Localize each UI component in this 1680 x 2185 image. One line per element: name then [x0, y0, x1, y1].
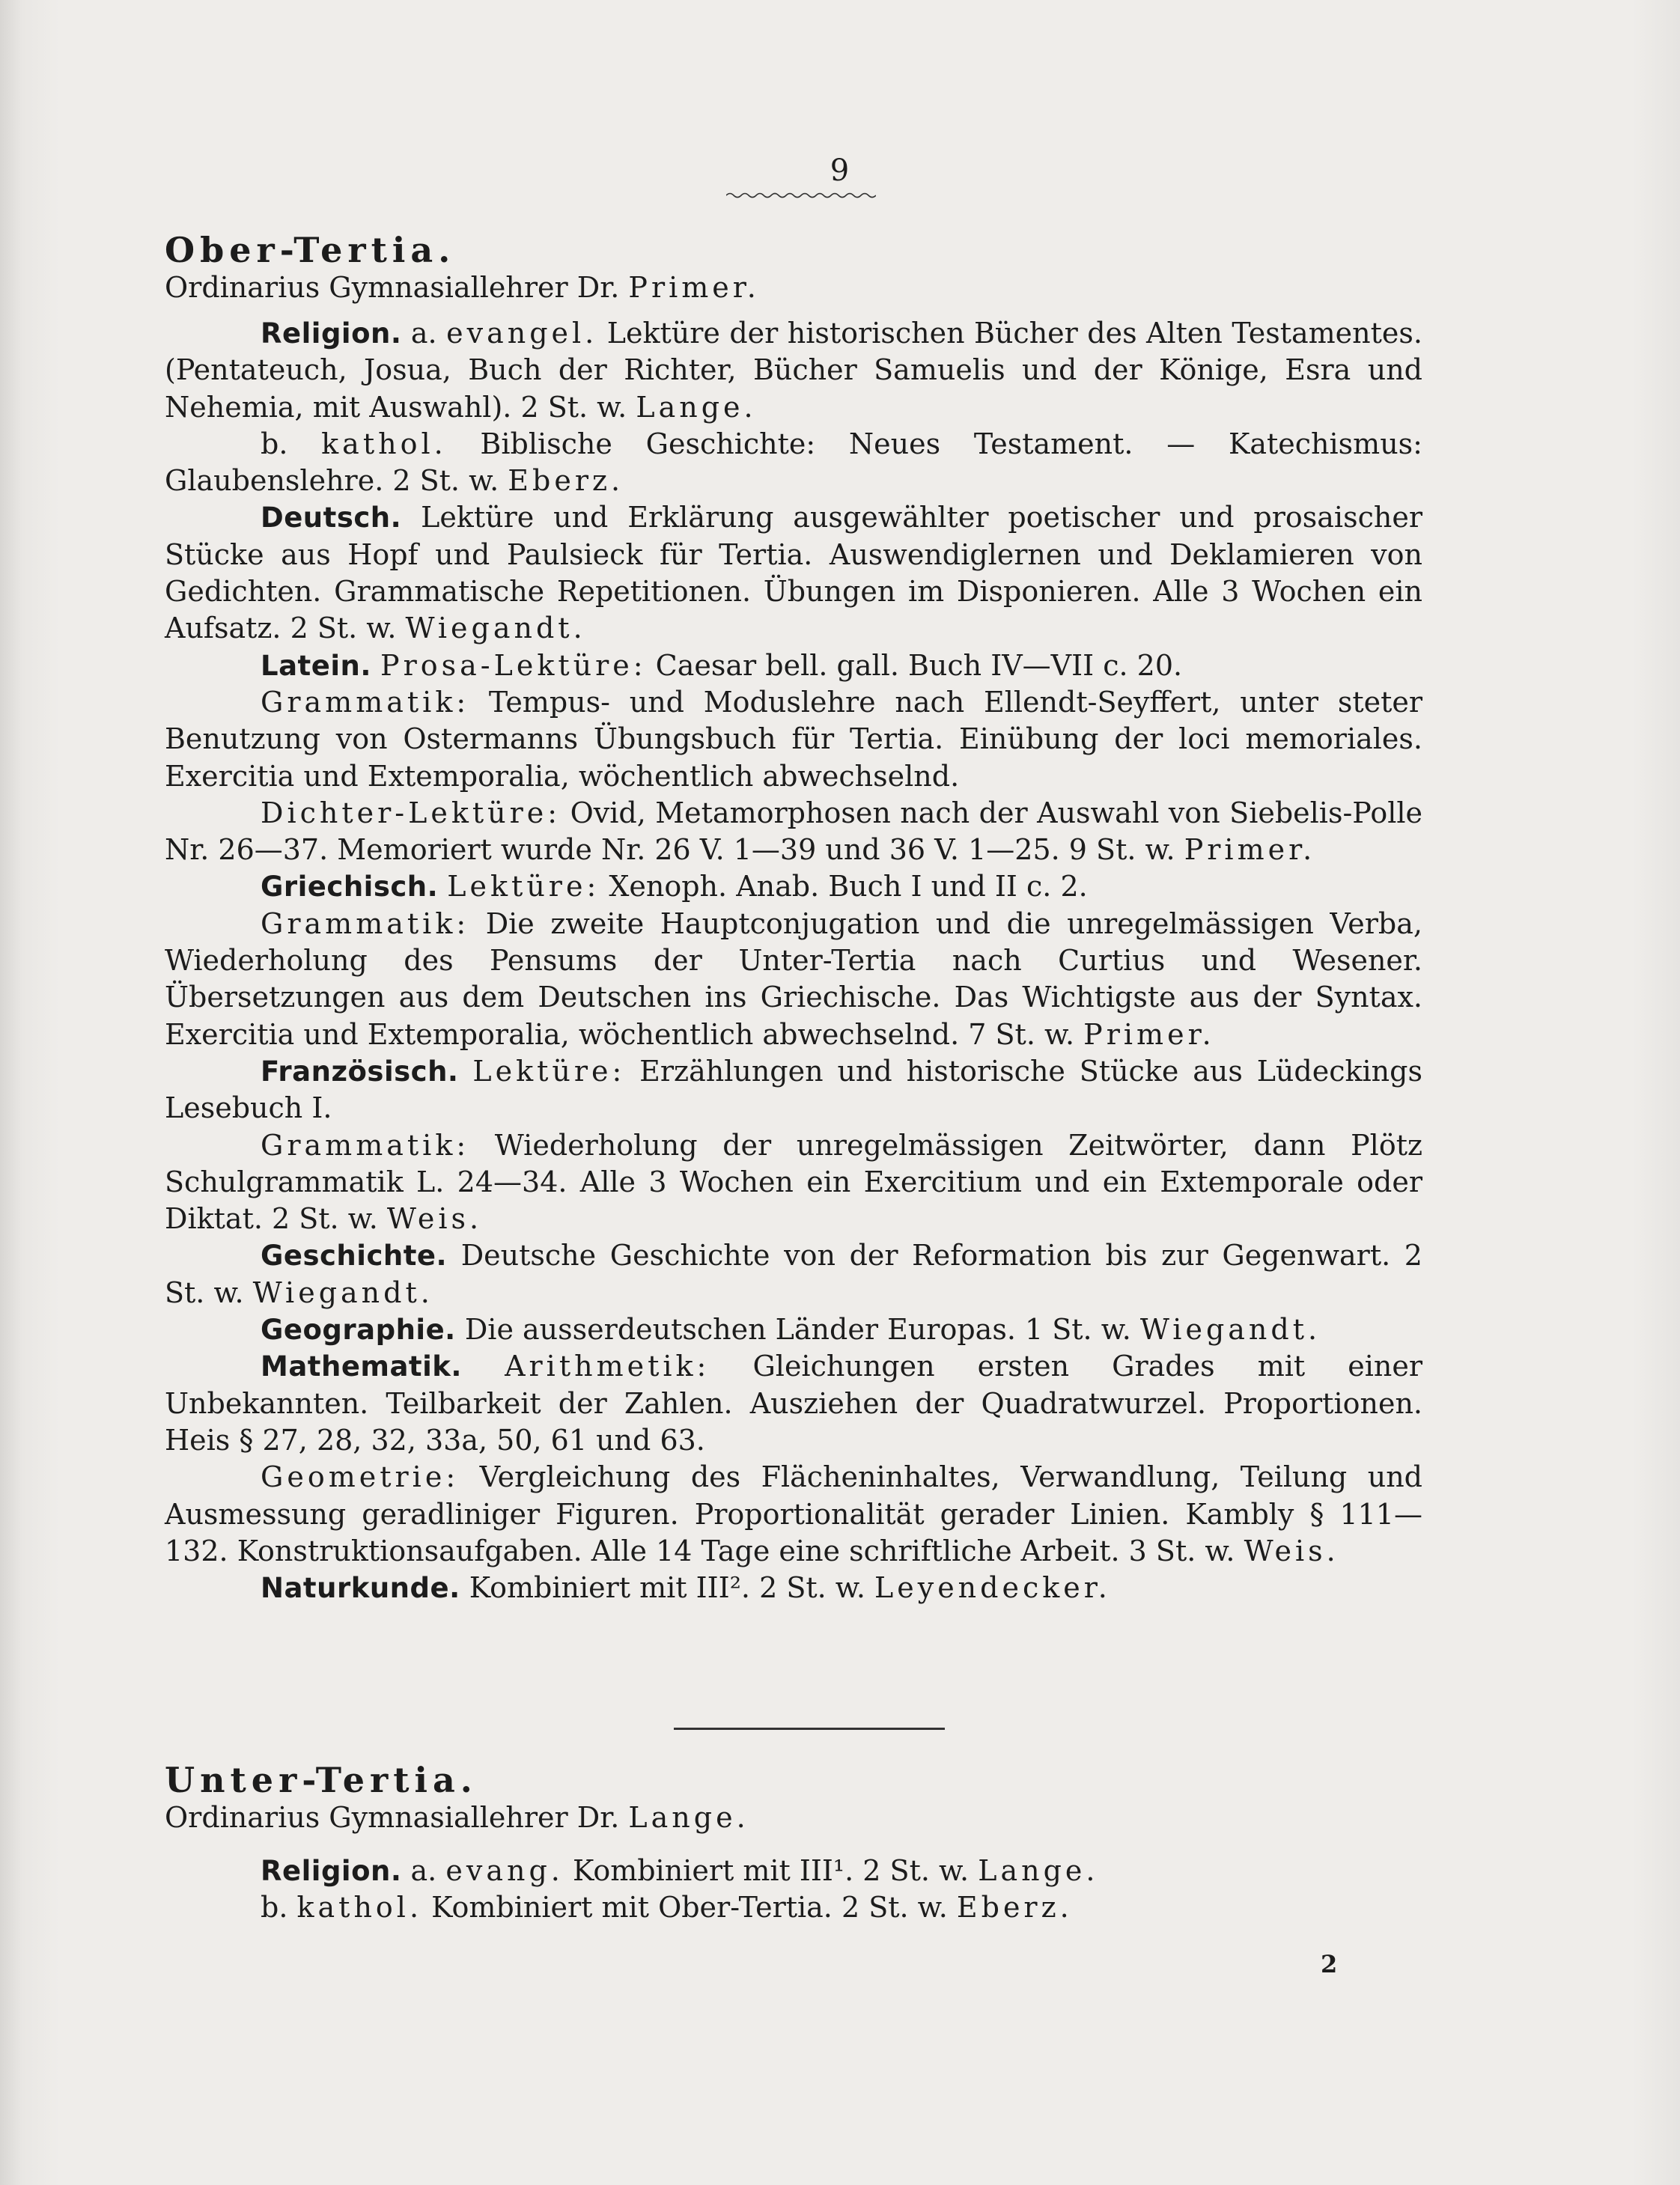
latein-entry: [165, 647, 1422, 684]
subject-deutsch: Deutsch.: [261, 502, 402, 534]
option-mark: a.: [410, 1854, 437, 1887]
subject-griechisch: Griechisch.: [261, 871, 439, 903]
mathematik-geometrie: [165, 1459, 1422, 1570]
course-text: Die zweite Hauptconjugation und die unregelmässigen Verba, Wiederholung des Pensums der Unter-Tertia nach Curtius und Wesener. Übersetzungen aus dem Deutschen ins Griechische. Das Wichtigste aus der Syntax. Exercitia und Extemporalia, wöchentlich abwechselnd. 7 St. w.: [165, 906, 1422, 1051]
option-label: kathol.: [321, 427, 447, 460]
teacher-name: Wiegandt.: [252, 1276, 433, 1309]
course-text: Deutsche Geschichte von der Reformation bis zur Gegenwart. 2 St. w.: [165, 1239, 1422, 1309]
religion-b: [165, 426, 1422, 500]
course-text: Xenoph. Anab. Buch I und II c. 2.: [609, 870, 1088, 903]
subject-religion: Religion.: [261, 317, 402, 350]
signature-mark: 2: [1321, 1950, 1338, 1978]
page-number-ornament: [726, 192, 876, 199]
ordinarius-line: [165, 269, 1422, 306]
teacher-name: Lange.: [978, 1854, 1099, 1887]
subject-geschichte: Geschichte.: [261, 1240, 448, 1273]
topic-label: Grammatik:: [261, 906, 470, 940]
subject-geographie: Geographie.: [261, 1314, 456, 1347]
teacher-name: Eberz.: [956, 1891, 1073, 1925]
course-text: Vergleichung des Flächeninhaltes, Verwandlung, Teilung und Ausmessung geradliniger Figuren. Proportionalität gerader Linien. Kambly § 111—132. Konstruktionsaufgaben. Alle 14 Tage eine schriftliche Arbeit. 3 St. w.: [165, 1460, 1422, 1567]
griechisch-entry: [165, 868, 1422, 905]
course-text: Die ausserdeutschen Länder Europas. 1 St. w.: [464, 1313, 1131, 1347]
teacher-name: Primer.: [1184, 833, 1316, 867]
griechisch-grammatik: [165, 906, 1422, 1053]
topic-label: Geometrie:: [261, 1460, 460, 1494]
course-text: Lektüre der historischen Bücher des Alten Testamentes. (Pentateuch, Josua, Buch der Richter, Bücher Samuelis und der Könige, Esra und Nehemia, mit Auswahl). 2 St. w.: [165, 317, 1422, 424]
topic-label: Dichter-Lektüre:: [261, 796, 561, 829]
naturkunde-entry: [165, 1570, 1422, 1606]
ordinarius-name: Primer.: [628, 271, 760, 304]
course-text: Biblische Geschichte: Neues Testament. — Katechismus: Glaubenslehre. 2 St. w.: [165, 427, 1422, 498]
topic-label: Lektüre:: [472, 1054, 626, 1088]
ordinarius-label: Ordinarius Gymnasiallehrer Dr.: [165, 271, 620, 304]
ordinarius-name: Lange.: [628, 1801, 749, 1834]
topic-label: Grammatik:: [261, 1128, 470, 1162]
religion-a: [165, 315, 1422, 426]
latein-grammatik: [165, 684, 1422, 795]
course-text: Wiederholung der unregelmässigen Zeitwörter, dann Plötz Schulgrammatik L. 24—34. Alle 3 Wochen ein Exercitium und ein Extemporale oder Diktat. 2 St. w.: [165, 1128, 1422, 1236]
ordinarius-label: Ordinarius Gymnasiallehrer Dr.: [165, 1801, 620, 1834]
course-text: Tempus- und Moduslehre nach Ellendt-Seyffert, unter steter Benutzung von Ostermanns Übungsbuch für Tertia. Einübung der loci memoriales. Exercitia und Extemporalia, wöchentlich abwechselnd.: [165, 685, 1422, 793]
subject-religion: Religion.: [261, 1855, 402, 1887]
option-label: evang.: [445, 1854, 564, 1887]
teacher-name: Wiegandt.: [1139, 1313, 1321, 1347]
course-text: Kombiniert mit Ober-Tertia. 2 St. w.: [431, 1891, 948, 1925]
topic-label: Arithmetik:: [505, 1350, 710, 1383]
subject-latein: Latein.: [261, 649, 371, 682]
section-title: Ober-Tertia.: [165, 230, 456, 270]
course-text: Caesar bell. gall. Buch IV—VII c. 20.: [655, 648, 1183, 682]
option-label: kathol.: [296, 1891, 423, 1925]
section-title: Unter-Tertia.: [165, 1760, 478, 1800]
franzoesisch-grammatik: [165, 1127, 1422, 1238]
teacher-name: Primer.: [1083, 1017, 1215, 1051]
franzoesisch-entry: [165, 1053, 1422, 1127]
latein-dichter: [165, 795, 1422, 869]
unter-tertia-section: [165, 1761, 1422, 1927]
option-label: evangel.: [446, 317, 598, 350]
topic-label: Lektüre:: [447, 870, 600, 903]
geographie-entry: [165, 1311, 1422, 1348]
option-mark: a.: [410, 317, 437, 350]
course-text: Kombiniert mit III². 2 St. w.: [469, 1571, 865, 1605]
option-mark: b.: [261, 427, 288, 460]
ordinarius-line: [165, 1799, 1422, 1836]
teacher-name: Weis.: [1244, 1534, 1339, 1567]
teacher-name: Weis.: [386, 1202, 483, 1236]
course-text: Kombiniert mit III¹. 2 St. w.: [572, 1854, 970, 1887]
course-text: Ovid, Metamorphosen nach der Auswahl von Siebelis-Polle Nr. 26—37. Memoriert wurde Nr. 26 V. 1—39 und 36 V. 1—25. 9 St. w.: [165, 796, 1422, 867]
deutsch-entry: [165, 499, 1422, 647]
course-text: Lektüre und Erklärung ausgewählter poetischer und prosaischer Stücke aus Hopf und Paulsieck für Tertia. Auswendiglernen und Deklamieren von Gedichten. Grammatische Repetitionen. Übungen im Disponieren. Alle 3 Wochen ein Aufsatz. 2 St. w.: [165, 501, 1422, 645]
ober-tertia-section: [165, 231, 1422, 1606]
teacher-name: Wiegandt.: [405, 612, 586, 645]
section-divider: [674, 1728, 945, 1730]
page-number: 9: [830, 153, 850, 188]
course-text: Gleichungen ersten Grades mit einer Unbekannten. Teilbarkeit der Zahlen. Ausziehen der Quadratwurzel. Proportionen. Heis § 27, 28, 32, 33a, 50, 61 und 63.: [165, 1350, 1422, 1457]
geschichte-entry: [165, 1237, 1422, 1311]
subject-naturkunde: Naturkunde.: [261, 1572, 460, 1605]
religion-a: [165, 1853, 1422, 1889]
topic-label: Prosa-Lektüre:: [380, 648, 647, 682]
topic-label: Grammatik:: [261, 685, 470, 719]
subject-mathematik: Mathematik.: [261, 1350, 462, 1383]
course-text: Erzählungen und historische Stücke aus Lüdeckings Lesebuch I.: [165, 1054, 1422, 1125]
teacher-name: Lange.: [636, 390, 757, 424]
mathematik-entry: [165, 1348, 1422, 1459]
subject-franzoesisch: Französisch.: [261, 1055, 459, 1088]
option-mark: b.: [261, 1891, 288, 1925]
teacher-name: Leyendecker.: [874, 1571, 1111, 1605]
religion-b: [165, 1889, 1422, 1926]
teacher-name: Eberz.: [508, 464, 624, 498]
